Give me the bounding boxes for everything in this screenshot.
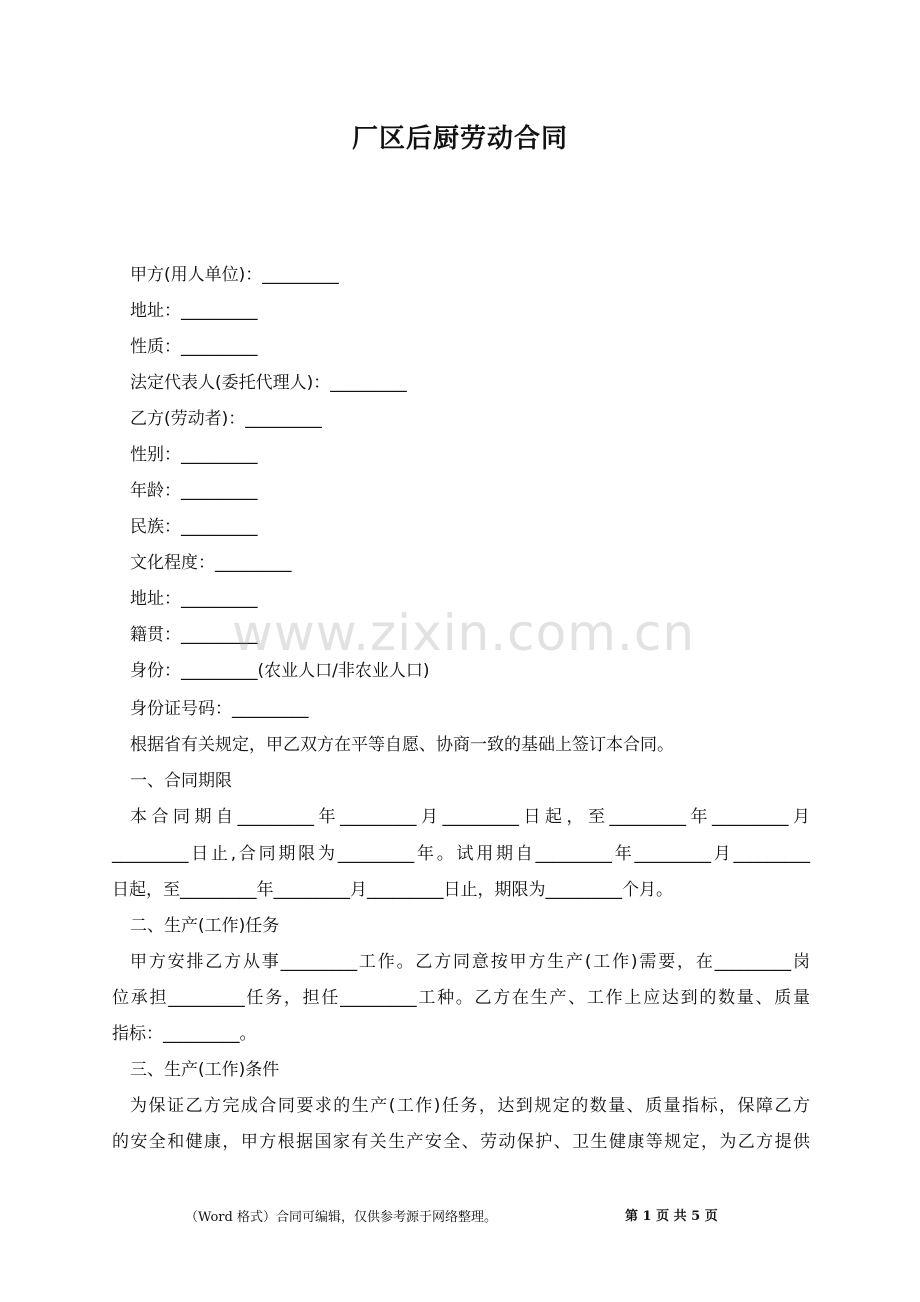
section-heading-term: 一、合同期限 <box>130 771 232 791</box>
paragraph-line: 为保证乙方完成合同要求的生产(工作)任务，达到规定的数量、质量指标，保障乙方 <box>130 1096 810 1116</box>
paragraph-line: 指标：_________。 <box>112 1024 257 1044</box>
field-party-a: 甲方(用人单位)：_________ <box>130 265 339 285</box>
field-id-number: 身份证号码：_________ <box>130 699 309 719</box>
preamble-text: 根据省有关规定，甲乙双方在平等自愿、协商一致的基础上签订本合同。 <box>130 735 674 755</box>
paragraph-line: 日起，至_________年_________月_________日止，期限为_________个月。 <box>112 880 673 900</box>
field-legal-rep: 法定代表人(委托代理人)：_________ <box>130 373 407 393</box>
paragraph-line: 本合同期自_________年_________月_________日起，至_________年_________月 <box>130 807 810 827</box>
watermark: www.zixin.com.cn <box>232 604 696 662</box>
footer-note: （Word 格式）合同可编辑，仅供参考源于网络整理。 <box>185 1210 497 1225</box>
paragraph-line: 位承担_________任务，担任_________工种。乙方在生产、工作上应达到的数量、质量 <box>112 988 810 1008</box>
footer-page-number: 第 1 页 共 5 页 <box>625 1209 718 1224</box>
field-status: 身份：_________(农业人口/非农业人口) <box>130 661 430 681</box>
field-party-b: 乙方(劳动者)：_________ <box>130 409 322 429</box>
field-age: 年龄：_________ <box>130 481 258 501</box>
paragraph-line: 的安全和健康，甲方根据国家有关生产安全、劳动保护、卫生健康等规定，为乙方提供 <box>112 1132 810 1152</box>
field-ethnicity: 民族：_________ <box>130 517 258 537</box>
paragraph-line: 甲方安排乙方从事_________工作。乙方同意按甲方生产(工作)需要，在_________岗 <box>130 952 810 972</box>
section-heading-conditions: 三、生产(工作)条件 <box>130 1060 280 1080</box>
field-address-b: 地址：_________ <box>130 589 258 609</box>
field-address-a: 地址：_________ <box>130 301 258 321</box>
field-native-place: 籍贯：_________ <box>130 625 258 645</box>
section-heading-tasks: 二、生产(工作)任务 <box>130 916 280 936</box>
document-title: 厂区后厨劳动合同 <box>351 124 568 154</box>
field-gender: 性别：_________ <box>130 445 258 465</box>
field-education: 文化程度：_________ <box>130 553 292 573</box>
paragraph-line: _________日止,合同期限为_________年。试用期自_________年_________月_________ <box>112 844 810 864</box>
field-nature: 性质：_________ <box>130 337 258 357</box>
